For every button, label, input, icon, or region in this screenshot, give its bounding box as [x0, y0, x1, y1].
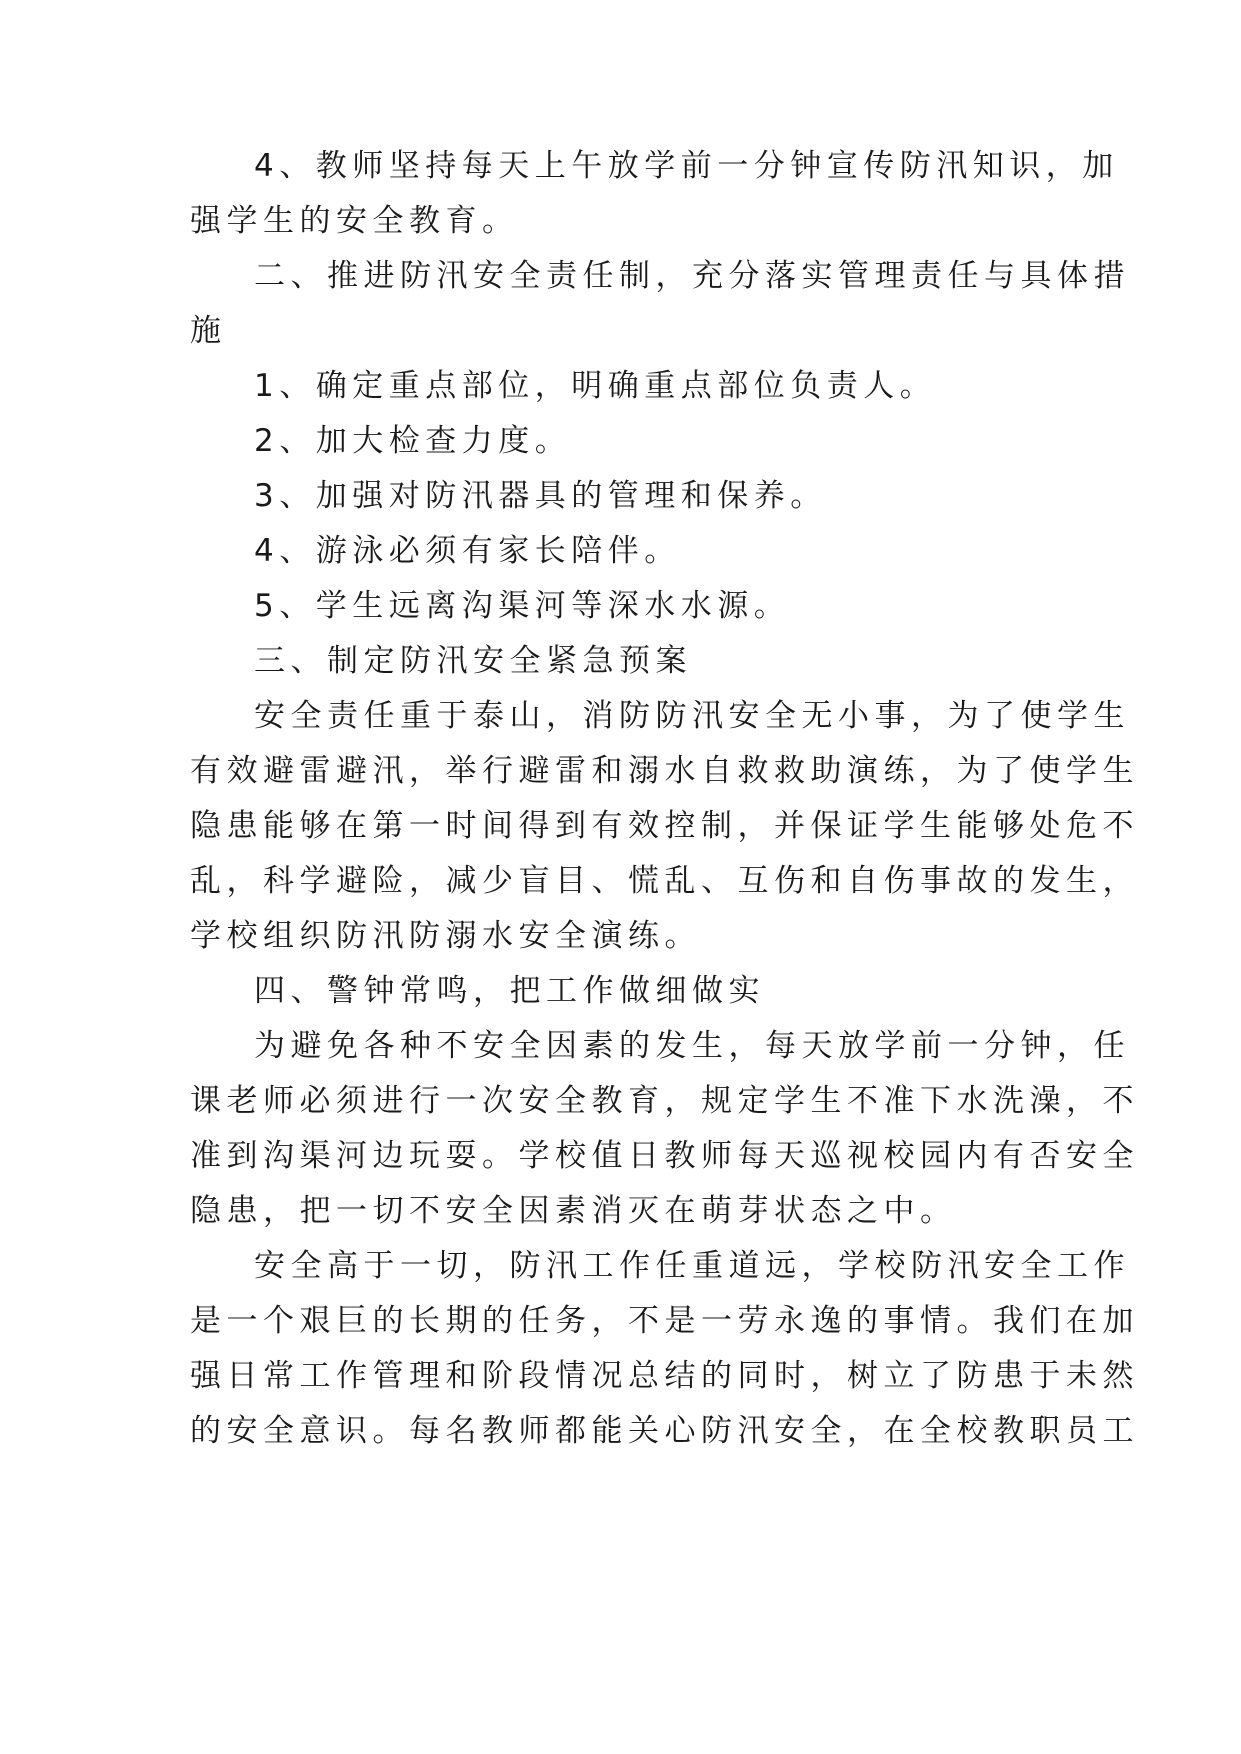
- text-line: 课老师必须进行一次安全教育，规定学生不准下水洗澡，不: [190, 1083, 1139, 1119]
- text-line: 强学生的安全教育。: [190, 203, 519, 239]
- text-line: 乱，科学避险，减少盲目、慌乱、互伤和自伤事故的发生，: [190, 863, 1139, 899]
- text-line: 隐患，把一切不安全因素消灭在萌芽状态之中。: [190, 1193, 957, 1229]
- text-line: 的安全意识。每名教师都能关心防汛安全，在全校教职员工: [190, 1413, 1139, 1449]
- text-line: 有效避雷避汛，举行避雷和溺水自救救助演练，为了使学生: [190, 753, 1139, 789]
- section-heading: 四、警钟常鸣，把工作做细做实: [254, 973, 765, 1009]
- text-line: 强日常工作管理和阶段情况总结的同时，树立了防患于未然: [190, 1358, 1139, 1394]
- section-heading: 三、制定防汛安全紧急预案: [254, 643, 692, 679]
- text-line: 安全高于一切，防汛工作任重道远，学校防汛安全工作: [254, 1248, 1130, 1284]
- text-line: 4、教师坚持每天上午放学前一分钟宣传防汛知识，加: [254, 148, 1119, 184]
- text-line: 安全责任重于泰山，消防防汛安全无小事，为了使学生: [254, 698, 1130, 734]
- list-item: 1、确定重点部位，明确重点部位负责人。: [254, 368, 937, 404]
- list-item: 2、加大检查力度。: [254, 423, 572, 459]
- list-item: 4、游泳必须有家长陪伴。: [254, 533, 681, 569]
- list-item: 3、加强对防汛器具的管理和保养。: [254, 478, 827, 514]
- text-line: 学校组织防汛防溺水安全演练。: [190, 918, 701, 954]
- section-heading: 二、推进防汛安全责任制，充分落实管理责任与具体措: [254, 258, 1130, 294]
- list-item: 5、学生远离沟渠河等深水水源。: [254, 588, 791, 624]
- text-line: 准到沟渠河边玩耍。学校值日教师每天巡视校园内有否安全: [190, 1138, 1139, 1174]
- text-line: 为避免各种不安全因素的发生，每天放学前一分钟，任: [254, 1028, 1130, 1064]
- text-line: 是一个艰巨的长期的任务，不是一劳永逸的事情。我们在加: [190, 1303, 1139, 1339]
- text-line: 隐患能够在第一时间得到有效控制，并保证学生能够处危不: [190, 808, 1139, 844]
- section-heading: 施: [190, 313, 227, 349]
